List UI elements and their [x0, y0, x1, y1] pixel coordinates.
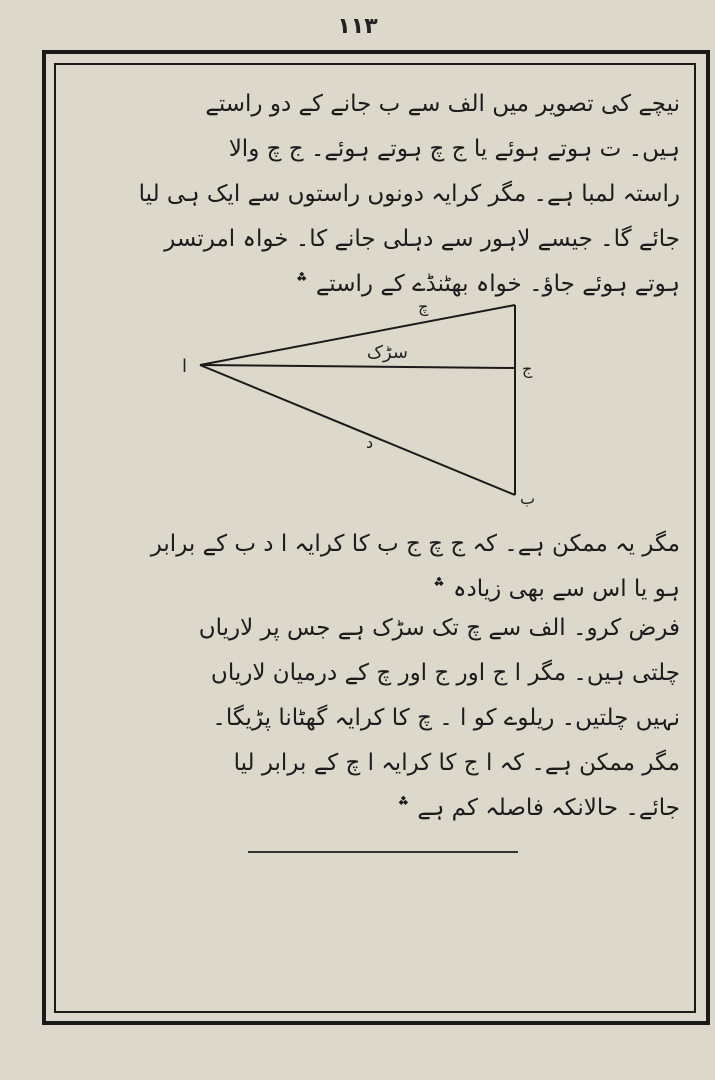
text-line: نیچے کی تصویر میں الف سے ب جانے کے دو راستے — [205, 91, 680, 117]
closing-rule — [248, 851, 518, 853]
vertex-label-mid-right: ج — [522, 359, 533, 378]
text-line: جائے۔ حالانکہ فاصلہ کم ہے ؞ — [396, 795, 680, 821]
text-line: ہو یا اس سے بھی زیادہ ؞ — [432, 576, 680, 602]
vertex-label-bottom: ب — [520, 489, 536, 508]
triangle-diagram — [180, 290, 550, 510]
paragraph-2 — [70, 522, 680, 602]
text-line: فرض کرو۔ الف سے چ تک سڑک ہے جس پر لاریاں — [198, 615, 680, 641]
text-line: نہیں چلتیں۔ ریلوے کو ا ۔ چ کا کرایہ گھٹانا پڑیگا۔ — [212, 705, 680, 731]
page-number: ۱۱۳ — [337, 14, 378, 39]
road-label: سڑک — [366, 342, 408, 363]
text-line: مگر ممکن ہے۔ کہ ا ج کا کرایہ ا چ کے برابر لیا — [233, 750, 680, 776]
text-line: ہوتے ہوئے جاؤ۔ خواہ بھٹنڈے کے راستے ؞ — [295, 271, 680, 297]
upper-edge — [200, 305, 515, 365]
text-line: جائے گا۔ جیسے لاہور سے دہلی جانے کا۔ خواہ امرتسر — [164, 226, 680, 252]
road-line — [200, 365, 515, 368]
vertex-label-top: چ — [418, 297, 429, 316]
lower-edge — [200, 365, 515, 495]
vertex-label-left: ا — [182, 356, 188, 377]
text-line: مگر یہ ممکن ہے۔ کہ ج چ ج ب کا کرایہ ا د ب کے برابر — [150, 531, 680, 557]
text-line: راستہ لمبا ہے۔ مگر کرایہ دونوں راستوں سے ایک ہی لیا — [138, 181, 680, 207]
edge-label-lower: د — [366, 433, 374, 452]
text-line: ہیں۔ ت ہوتے ہوئے یا ج چ ہوتے ہوئے۔ ج چ والا — [228, 136, 680, 162]
paragraph-3 — [70, 606, 680, 836]
paragraph-1 — [70, 82, 680, 302]
text-line: چلتی ہیں۔ مگر ا ج اور ج اور چ کے درمیان لاریاں — [210, 660, 680, 686]
